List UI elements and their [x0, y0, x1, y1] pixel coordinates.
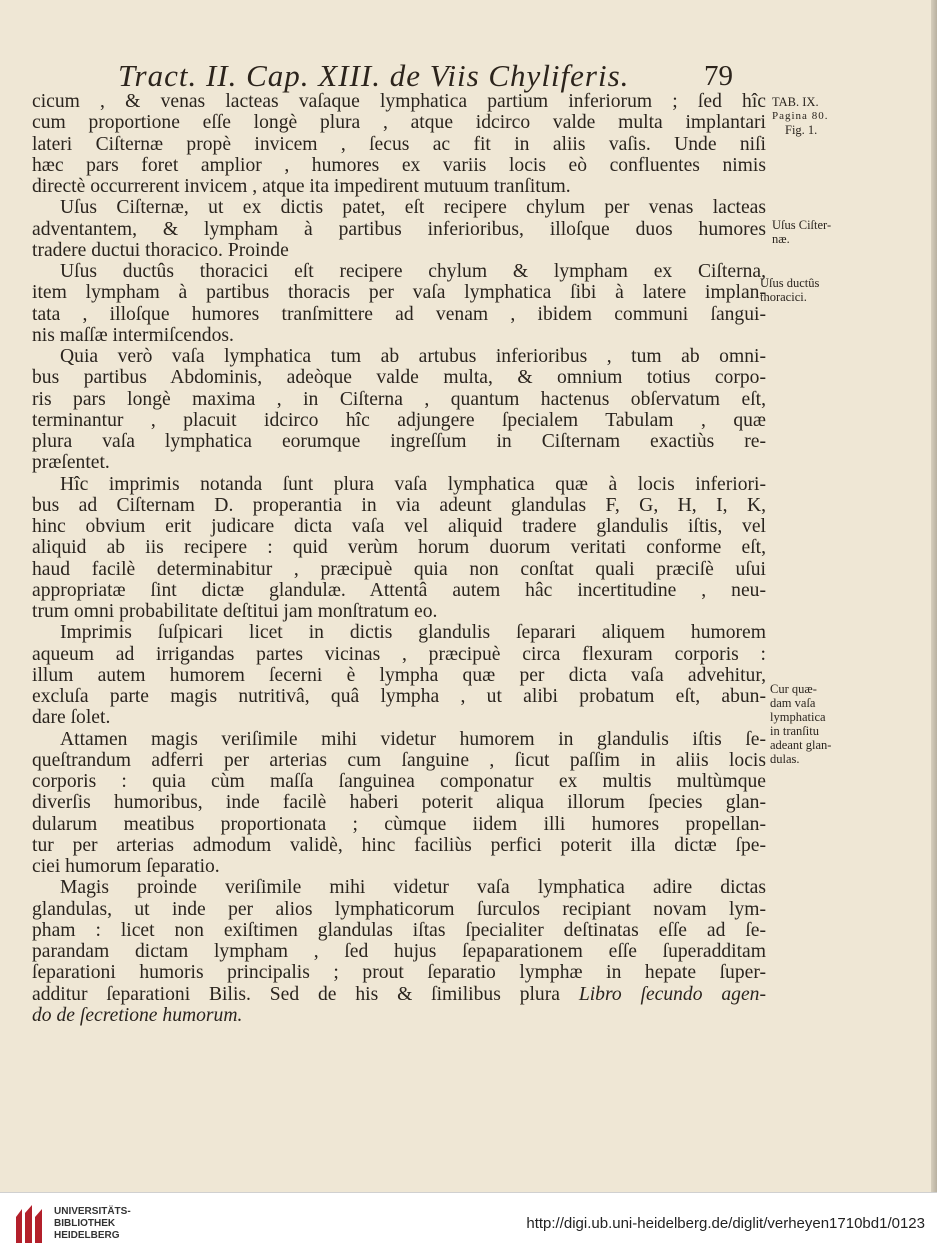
text-line-content: hinc obvium erit judicare dicta vaſa vel aliquid tradere glandulis iſtis, vel	[32, 516, 766, 537]
text-line-content: lateri Ciſternæ propè invicem , ſecus ac fit in aliis vaſis. Unde niſi	[32, 133, 766, 155]
text-line	[32, 240, 766, 261]
margin-note-line: Cur quæ-	[770, 682, 817, 696]
text-line-content: ris pars longè maxima , in Ciſterna , quantum hactenus obſervatum eſt,	[32, 388, 766, 410]
text-line	[32, 622, 766, 643]
text-line	[32, 452, 766, 473]
page-number: 79	[704, 60, 733, 92]
text-line	[32, 176, 766, 197]
margin-note-line: dulas.	[770, 752, 800, 766]
text-line	[32, 261, 766, 282]
text-line	[32, 899, 766, 920]
margin-note-cur-quaedam	[770, 682, 831, 766]
text-line-content: corporis : quia cùm maſſa ſanguinea componatur ex multis multùmque	[32, 771, 766, 792]
text-line-content: Uſus ductûs thoracici eſt recipere chylum & lympham ex Ciſterna,	[60, 261, 766, 282]
margin-note-line: TAB. IX.	[772, 95, 819, 109]
text-line-content: Uſus Ciſternæ, ut ex dictis patet, eſt recipere chylum per venas lacteas	[60, 197, 766, 219]
text-line-content: bus ad Ciſternam D. properantia in via adeunt glandulas F, G, H, I, K,	[32, 494, 766, 516]
text-line	[32, 771, 766, 792]
text-line	[32, 282, 766, 303]
source-url-link[interactable]: http://digi.ub.uni-heidelberg.de/diglit/verheyen1710bd1/0123	[526, 1215, 925, 1232]
text-line	[32, 686, 766, 707]
text-line-content: hæc pars foret amplior , humores ex variis locis eò confluentes nimis	[32, 154, 766, 176]
text-line	[32, 665, 766, 686]
text-line-content: Quia verò vaſa lymphatica tum ab artubus inferioribus , tum ab omni-	[60, 346, 766, 367]
running-header	[118, 58, 738, 94]
text-line-content: tradere ductui thoracico. Proinde	[32, 239, 289, 261]
text-line-content: dularum meatibus proportionata ; cùmque iidem illi humores propellan-	[32, 813, 766, 835]
margin-note-line: adeant glan-	[770, 738, 832, 752]
text-line	[32, 750, 766, 771]
text-line-content: diverſis humoribus, inde facilè haberi poterit aliqua illorum ſpecies glan-	[32, 792, 766, 814]
text-line-content: terminantur , placuit idcirco hîc adjungere ſpecialem Tabulam , quæ	[32, 409, 766, 431]
text-line-content: do de ſecretione humorum.	[32, 1004, 243, 1026]
text-line-content: haud facilè determinabitur , præcipuè quia non conſtat quali præciſè uſui	[32, 558, 766, 580]
text-line-content: Magis proinde veriſimile mihi videtur vaſa lymphatica adire dictas	[60, 877, 766, 899]
text-line	[32, 1005, 766, 1026]
text-line-content: Hîc imprimis notanda ſunt plura vaſa lymphatica quæ à locis inferiori-	[60, 473, 766, 495]
text-line	[32, 346, 766, 367]
text-line-content: glandulas, ut inde per alios lymphaticorum ſurculos recipiant novam lym-	[32, 898, 766, 920]
text-line-content: additur ſeparationi Bilis. Sed de his & ſimilibus plura	[32, 983, 579, 1005]
text-line	[32, 856, 766, 877]
text-line	[32, 495, 766, 516]
text-line	[32, 112, 766, 133]
margin-note-line: lymphatica	[770, 710, 826, 724]
text-line	[32, 91, 766, 112]
text-line	[32, 197, 766, 218]
margin-note-tab	[772, 95, 828, 137]
text-line-content: cum proportione eſſe longè plura , atque idcirco valde multa implantari	[32, 112, 766, 134]
text-line-content: appropriatæ ſint dictæ glandulæ. Attentâ autem hâc incertitudine , neu-	[32, 579, 766, 601]
text-line	[32, 877, 766, 898]
text-line	[32, 516, 766, 537]
university-logo-icon[interactable]	[12, 1203, 46, 1245]
text-line	[32, 134, 766, 155]
text-line-content: Attamen magis veriſimile mihi videtur humorem in glandulis iſtis ſe-	[60, 728, 766, 750]
text-line	[32, 410, 766, 431]
margin-note-line: in tranſitu	[770, 724, 819, 738]
text-line	[32, 814, 766, 835]
text-line-content: tata , illoſque humores tranſmittere ad venam , ibidem communi ſangui-	[32, 303, 766, 325]
text-line-content: dare ſolet.	[32, 707, 111, 729]
text-line-content: nis maſſæ intermiſcendos.	[32, 324, 234, 346]
text-line-content: præſentet.	[32, 452, 110, 474]
viewer-footer	[0, 1192, 937, 1260]
text-line-content: parandam dictam lympham , ſed hujus ſepaparationem eſſe ſuperadditam	[32, 941, 766, 962]
text-line-content: tur per arterias admodum validè, hinc faciliùs perfici poterit illa dictæ ſpe-	[32, 834, 766, 856]
margin-note-line: Pagina 80.	[772, 110, 829, 122]
page-gutter	[931, 0, 937, 1192]
margin-note-ductus	[760, 276, 819, 304]
text-line	[32, 155, 766, 176]
margin-note-line: Fig. 1.	[785, 123, 818, 137]
body-text	[32, 91, 766, 1026]
text-line	[32, 707, 766, 728]
margin-note-line: Uſus ductûs	[760, 276, 820, 290]
text-line-content: item lympham à partibus thoracis per vaſa lymphatica ſibi à latere implan-	[32, 282, 766, 304]
text-line-content: directè occurrerent invicem , atque ita impedirent mutuum tranſitum.	[32, 176, 571, 197]
text-line	[32, 219, 766, 240]
text-line	[32, 920, 766, 941]
margin-note-line: dam vaſa	[770, 696, 816, 710]
text-line	[32, 792, 766, 813]
library-name-line: UNIVERSITÄTS-	[54, 1206, 131, 1217]
text-line-content: Imprimis ſuſpicari licet in dictis glandulis ſeparari aliquem humorem	[60, 622, 766, 644]
text-line	[32, 984, 766, 1005]
text-line	[32, 601, 766, 622]
text-line-content: bus partibus Abdominis, adeòque valde multa, & omnium totius corpo-	[32, 367, 766, 389]
text-line-content: plura vaſa lymphatica eorumque ingreſſum in Ciſternam exactiùs re-	[32, 431, 766, 452]
text-line	[32, 729, 766, 750]
text-line	[32, 962, 766, 983]
text-line	[32, 325, 766, 346]
library-name[interactable]	[54, 1206, 131, 1242]
text-line	[32, 644, 766, 665]
text-line	[32, 431, 766, 452]
text-line	[32, 367, 766, 388]
text-line-content: excluſa parte magis nutritivâ, quâ lympha , ut alibi probatum eſt, abun-	[32, 686, 766, 707]
text-line-content: queſtrandum adferri per arterias cum ſanguine , ſicut paſſim in aliis locis	[32, 749, 766, 771]
text-line-italic: Libro ſecundo agen-	[578, 983, 766, 1005]
text-line	[32, 559, 766, 580]
margin-note-line: næ.	[772, 232, 790, 246]
margin-note-cisterna	[772, 218, 831, 246]
text-line-content: adventantem, & lympham à partibus inferioribus, illoſque duos humores	[32, 218, 766, 240]
text-line	[32, 835, 766, 856]
text-line	[32, 537, 766, 558]
running-title: Tract. II. Cap. XIII. de Viis Chyliferis.	[118, 58, 630, 93]
text-line-content: cicum , & venas lacteas vaſaque lymphatica partium inferiorum ; ſed hîc	[32, 91, 766, 112]
text-line	[32, 304, 766, 325]
library-name-line: HEIDELBERG	[54, 1230, 120, 1241]
margin-note-line: Uſus Ciſter-	[772, 218, 832, 232]
text-line-content: ſeparationi humoris principalis ; prout ſeparatio lymphæ in hepate ſuper-	[32, 962, 766, 984]
text-line	[32, 941, 766, 962]
text-line	[32, 474, 766, 495]
text-line-content: trum omni probabilitate deſtitui jam monſtratum eo.	[32, 601, 438, 622]
text-line-content: aliquid ab iis recipere : quid verùm horum duorum veritati conforme eſt,	[32, 537, 766, 559]
text-line-content: pham : licet non exiſtimen glandulas iſtas ſpecialiter deſtinatas eſſe ad ſe-	[32, 919, 766, 941]
text-line-content: illum autem humorem ſecerni è lympha quæ per dicta vaſa advehitur,	[32, 664, 766, 686]
text-line	[32, 580, 766, 601]
text-line	[32, 389, 766, 410]
text-line-content: ciei humorum ſeparatio.	[32, 856, 220, 877]
text-line-content: aqueum ad irrigandas partes vicinas , præcipuè circa flexuram corporis :	[32, 643, 766, 665]
library-name-line: BIBLIOTHEK	[54, 1218, 116, 1229]
margin-note-line: thoracici.	[760, 290, 807, 304]
